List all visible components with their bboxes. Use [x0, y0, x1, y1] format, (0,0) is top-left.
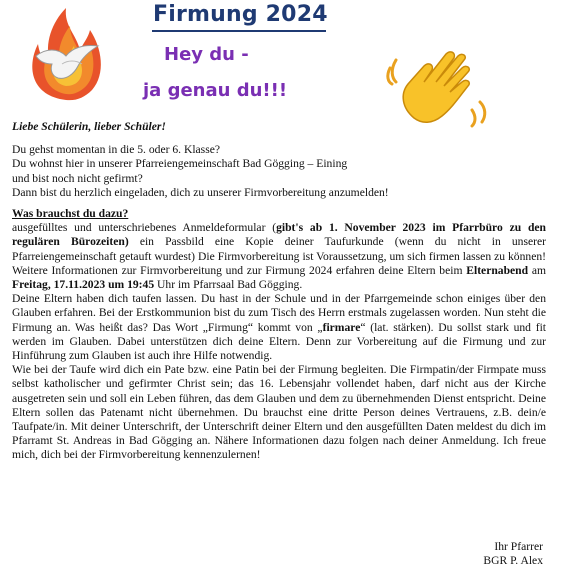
- intro-line: und bist noch nicht gefirmt?: [12, 171, 143, 185]
- text-run: “ (lat. stärken). Du sollst stark und fit werden im Glauben. Dabei unterstützen dich deine Eltern. Denn zur Vorbereitung auf die Firmung und zur Hinführung zum Glauben ist auch ihre Hilfe notwendig.: [12, 320, 547, 363]
- text-run: Deine Eltern haben dich taufen lassen. Du hast in der Schule und in der Pfarrgemeinde schon einiges über den Glauben erfahren. Bei der Erstkommunion bist du zum Tisch des Herrn erstmals zugelassen worden. Nun steht die Firmung an. Was heißt das? Das Wort „Firmung“ kommt von „: [12, 292, 546, 334]
- godparent-paragraph: Wie bei der Taufe wird dich ein Pate bzw. eine Patin bei der Firmung begleiten. Die Firmpatin/der Firmpate muss selbst katholischer und gefirmter Christ sein; das 16. Lebensjahr vollendet haben, darf nicht aus der Kirche ausgetreten sein und soll ein Leben führen, das dem Glauben und dem zu übernehmenden Dienst entspricht. Deine Eltern sollen das Patenamt nicht übernehmen. Du brauchst eine dritte Person deines Vertrauens, z.B. dein/e Taufpate/in. Mit deiner Unterschrift, der Unterschrift deiner Eltern und den ausgefüllten Daten meldest du dich im Pfarramt St. Andreas in Bad Gögging an. Nähere Informationen dazu folgen nach deiner Anmeldung. Ich freue mich, dich bei der Firmvorbereitung kennenzulernen!: [12, 363, 546, 462]
- intro-line: Du wohnst hier in unserer Pfarreiengemeinschaft Bad Gögging – Eining: [12, 157, 348, 171]
- parents-evening-label: Elternabend: [466, 263, 529, 277]
- requirements-paragraph: [12, 221, 546, 292]
- waving-hand-icon: [384, 38, 494, 133]
- parents-evening-date: Freitag, 17.11.2023 um 19:45: [12, 278, 155, 292]
- page-title: Firmung 2024: [153, 2, 328, 27]
- section-heading: Was brauchst du dazu?: [12, 207, 129, 221]
- signature-name: BGR P. Alex: [483, 554, 543, 568]
- intro-line: Du gehst momentan in die 5. oder 6. Klasse?: [12, 143, 220, 157]
- firmare-word: firmare: [322, 320, 361, 334]
- letter-body: [12, 120, 546, 463]
- signature-role: Ihr Pfarrer: [494, 540, 543, 553]
- text-run: ein Passbild eine Kopie deiner Taufurkunde (wenn du nicht in unserer Pfarreiengemeinschaft getauft wurdest) Die Firmvorbereitung ist Voraussetzung, um sich firmen lassen zu können! Weitere Informationen zur Firmvorbereitung und zur Firmung 2024 erfahren deine Eltern beim: [12, 235, 546, 277]
- title-underline: [152, 30, 326, 32]
- hey-du-heading: Hey du -: [164, 44, 249, 65]
- text-run: Uhr im Pfarrsaal Bad Gögging.: [154, 278, 303, 292]
- baptism-paragraph: [12, 292, 546, 363]
- ja-genau-du-heading: ja genau du!!!: [143, 80, 288, 101]
- intro-paragraph: [12, 143, 546, 200]
- registration-date-text: gibt's ab 1. November 2023 im Pfarrbüro zu den regulären Bürozeiten): [12, 221, 546, 249]
- text-run: am: [528, 263, 546, 277]
- signature: [483, 540, 543, 568]
- text-run: ausgefülltes und unterschriebenes Anmeldeformular (: [12, 221, 277, 235]
- intro-line: Dann bist du herzlich eingeladen, dich zu unserer Firmvorbereitung anzumelden!: [12, 185, 389, 199]
- greeting: Liebe Schülerin, lieber Schüler!: [12, 120, 166, 133]
- dove-flame-icon: [22, 4, 110, 104]
